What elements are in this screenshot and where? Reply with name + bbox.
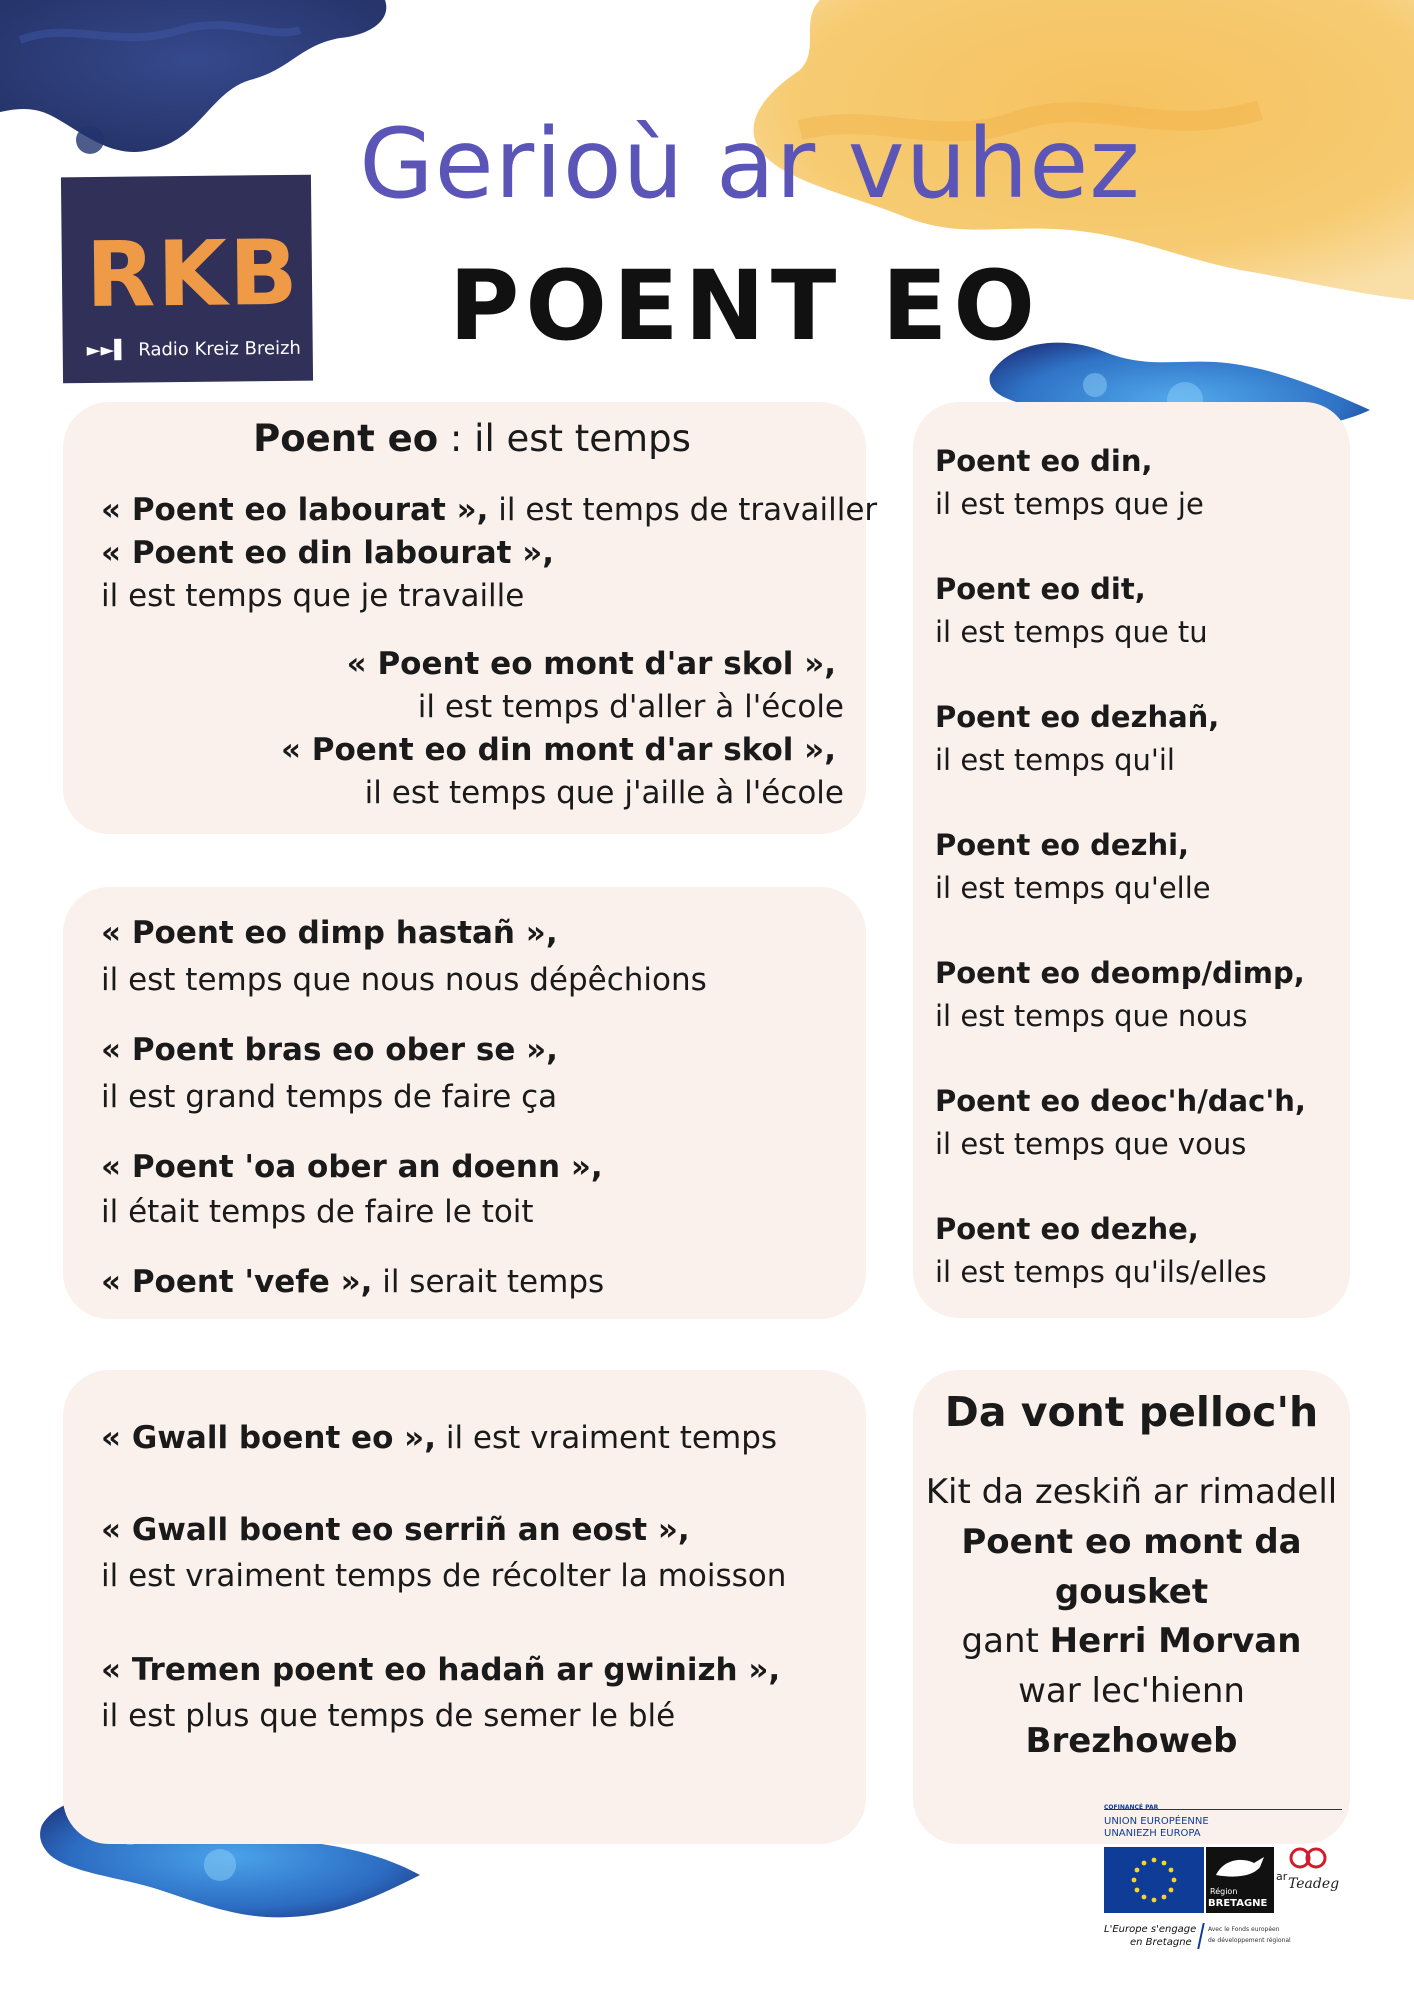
conjugation-breton: Poent eo dit, (935, 572, 1146, 606)
ofis-logo (1276, 1844, 1346, 1914)
expression-line: « Gwall boent eo », il est vraiment temps (101, 1420, 778, 1456)
slogan-divider (1197, 1923, 1205, 1949)
region-bretagne-logo (1206, 1847, 1274, 1913)
conjugation-breton: Poent eo dezhi, (935, 828, 1190, 862)
logo-name: RKB (85, 220, 301, 329)
fund-line-1: Avec le Fonds européen (1208, 1926, 1280, 1933)
expression-line: « Poent bras eo ober se », (101, 1032, 558, 1068)
expression-line: il est grand temps de faire ça (101, 1079, 558, 1115)
card-title-bold: Poent eo (253, 417, 439, 460)
further-site: Brezhoweb (1025, 1721, 1238, 1761)
eu-name-br: UNANIEZH EUROPA (1104, 1828, 1201, 1839)
eu-name-fr: UNION EUROPÉENNE (1104, 1816, 1209, 1827)
conjugation-breton: Poent eo din, (935, 444, 1153, 478)
expression-line: « Poent eo din labourat », (101, 535, 555, 571)
rkb-logo (61, 175, 313, 384)
funders-logos (1104, 1804, 1356, 1954)
page-subtitle: POENT EO (449, 250, 1041, 362)
expression-line: « Poent eo dimp hastañ », (101, 915, 558, 951)
expression-line: « Poent eo mont d'ar skol », (346, 646, 836, 682)
card-expressions-3 (63, 1370, 866, 1844)
card-conjugation (913, 402, 1350, 1318)
card-title (63, 417, 881, 460)
conjugation-french: il est temps que tu (935, 615, 1208, 649)
expression-line: il était temps de faire le toit (101, 1194, 534, 1230)
expression-line: « Poent eo din mont d'ar skol », (280, 732, 836, 768)
slogan-1: L'Europe s'engage (1104, 1924, 1197, 1935)
expression-line: « Poent eo labourat », il est temps de travailler (101, 492, 878, 528)
expression-line: il est temps que nous nous dépêchions (101, 962, 707, 998)
region-small-label: Région (1210, 1887, 1238, 1896)
further-song-title-2: gousket (1054, 1572, 1209, 1612)
eu-flag-icon (1104, 1847, 1204, 1913)
expression-line: « Poent 'oa ober an doenn », (101, 1149, 603, 1185)
further-song-title: Poent eo mont da (961, 1522, 1302, 1562)
card-further (913, 1370, 1350, 1844)
conjugation-french: il est temps que vous (935, 1127, 1247, 1161)
expression-line: il est vraiment temps de récolter la moisson (101, 1558, 787, 1594)
cofinance-label: COFINANCÉ PAR (1104, 1804, 1159, 1811)
conjugation-breton: Poent eo dezhe, (935, 1212, 1199, 1246)
further-line: war lec'hienn (1018, 1671, 1245, 1711)
expression-line: il est temps que j'aille à l'école (364, 775, 844, 811)
conjugation-french: il est temps qu'ils/elles (935, 1255, 1267, 1289)
expression-line: il est temps que je travaille (101, 578, 525, 614)
further-title: Da vont pelloc'h (944, 1388, 1319, 1436)
fund-line-2: de développement régional (1208, 1937, 1291, 1944)
conjugation-breton: Poent eo deomp/dimp, (935, 956, 1305, 990)
further-author: gant Herri Morvan (961, 1621, 1302, 1661)
card-expressions-1 (63, 402, 878, 834)
slogan-2: en Bretagne (1130, 1937, 1192, 1948)
logo-tagline (87, 338, 301, 361)
expression-line: il est plus que temps de semer le blé (101, 1698, 676, 1734)
expression-line: « Tremen poent eo hadañ ar gwinizh », (101, 1652, 781, 1688)
conjugation-french: il est temps qu'elle (935, 871, 1211, 905)
expression-line: il est temps d'aller à l'école (417, 689, 844, 725)
play-icon: ►►▌ (86, 339, 129, 362)
card-title-rest: : il est temps (438, 417, 691, 460)
card-expressions-2 (63, 887, 866, 1319)
conjugation-breton: Poent eo dezhañ, (935, 700, 1220, 734)
ofis-ar: ar (1276, 1870, 1288, 1883)
ofis-name: Teadeg (1288, 1876, 1340, 1892)
logo-tagline-text: Radio Kreiz Breizh (138, 337, 302, 361)
conjugation-french: il est temps que nous (935, 999, 1248, 1033)
expression-line: « Gwall boent eo serriñ an eost », (101, 1512, 690, 1548)
conjugation-french: il est temps que je (935, 487, 1204, 521)
ermine-icon (1214, 1853, 1266, 1883)
region-label: BRETAGNE (1208, 1898, 1268, 1909)
further-line: Kit da zeskiñ ar rimadell (925, 1472, 1338, 1512)
page-title: Gerioù ar vuhez (359, 108, 1141, 220)
conjugation-french: il est temps qu'il (935, 743, 1175, 777)
ofis-knot-icon (1284, 1844, 1334, 1874)
expression-line: « Poent 'vefe », il serait temps (101, 1264, 605, 1300)
conjugation-breton: Poent eo deoc'h/dac'h, (935, 1084, 1306, 1118)
